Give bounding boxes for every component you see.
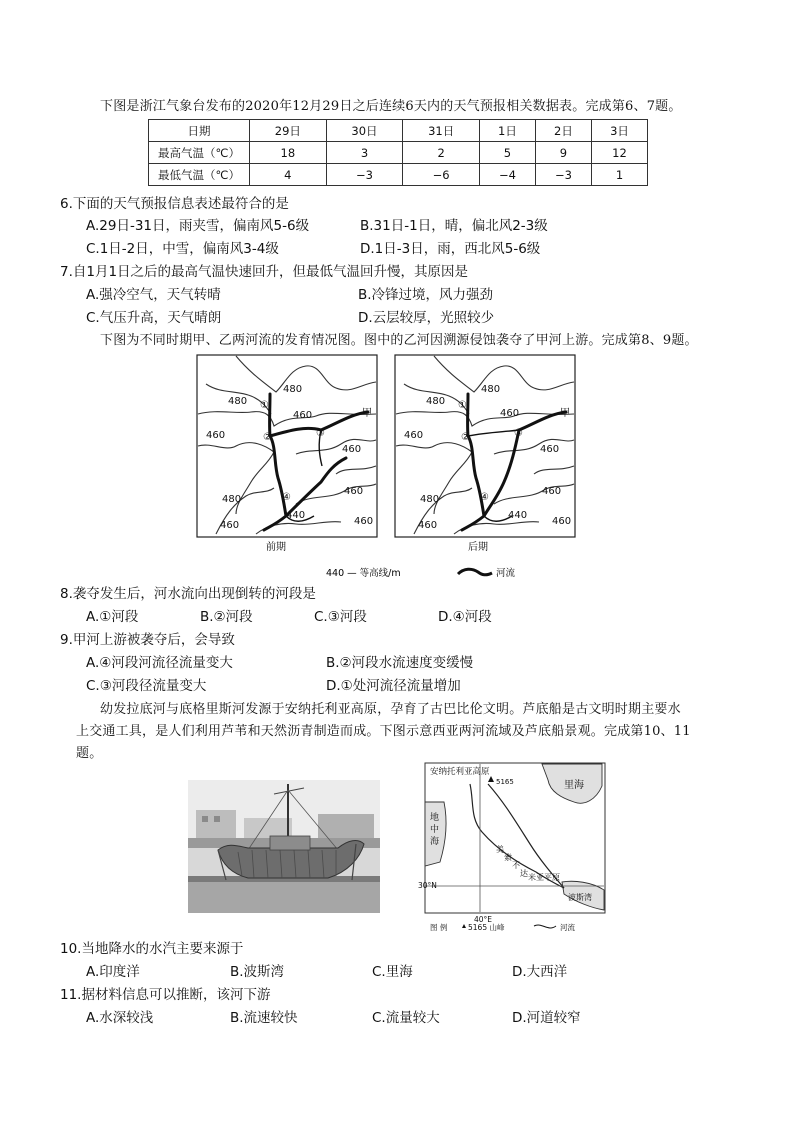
- label-lat: 30°N: [418, 881, 437, 890]
- contour-label: 480: [228, 396, 248, 407]
- contour-label: 460: [220, 520, 240, 531]
- marker-3: ③: [514, 428, 523, 439]
- legend-peak-icon: [462, 924, 466, 928]
- intro-10-11-line1: 幼发拉底河与底格里斯河发源于安纳托利亚高原，孕育了古巴比伦文明。芦底船是古文明时期主要水: [100, 702, 681, 717]
- table-header-cell: 30日: [326, 120, 403, 142]
- q9-option-d[interactable]: D.①处河流径流量增加: [326, 678, 461, 694]
- contour-label: 480: [283, 384, 303, 395]
- table-header-cell: 3日: [591, 120, 647, 142]
- table-row: [149, 164, 648, 186]
- river-map-legend: [326, 567, 516, 579]
- table-cell: 3: [326, 142, 403, 164]
- intro-10-11-line2: 上交通工具，是人们利用芦苇和天然沥青制造而成。下图示意西亚两河流域及芦底船景观。完成第10、11: [76, 724, 691, 739]
- legend-peak: 5165 山峰: [468, 923, 505, 932]
- question-8-stem: 8.袭夺发生后，河水流向出现倒转的河段是: [60, 586, 316, 602]
- table-row: [149, 142, 648, 164]
- q8-option-c[interactable]: C.③河段: [314, 609, 367, 625]
- table-header-cell: 日期: [149, 120, 250, 142]
- contour-label: 480: [426, 396, 446, 407]
- caption-early: 前期: [266, 542, 286, 553]
- contour-label: 460: [542, 486, 562, 497]
- q11-option-b[interactable]: B.流速较快: [230, 1010, 298, 1026]
- contour-label: 440: [286, 510, 306, 521]
- q6-option-b[interactable]: B.31日-1日，晴，偏北风2-3级: [360, 218, 548, 234]
- marker-2: ②: [461, 432, 470, 443]
- contour-label: 460: [206, 430, 226, 441]
- label-mesopotamia: 美索不达米亚平原: [496, 845, 560, 882]
- table-cell: −3: [535, 164, 591, 186]
- contour-label: 460: [418, 520, 438, 531]
- q7-option-c[interactable]: C.气压升高，天气晴朗: [86, 310, 222, 326]
- table-cell: 18: [250, 142, 327, 164]
- table-header-cell: 2日: [535, 120, 591, 142]
- intro-8-9: 下图为不同时期甲、乙两河流的发育情况图。图中的乙河因溯源侵蚀袭夺了甲河上游。完成第8、9题。: [100, 333, 698, 348]
- q8-option-a[interactable]: A.①河段: [86, 609, 139, 625]
- label-plateau: 安纳托利亚高原: [430, 767, 490, 777]
- label-caspian: 里海: [564, 780, 584, 791]
- table-cell: 12: [591, 142, 647, 164]
- intro-6-7: 下图是浙江气象台发布的2020年12月29日之后连续6天内的天气预报相关数据表。完成第6、7题。: [100, 99, 682, 114]
- river-jia-label: 甲: [560, 408, 570, 419]
- q10-option-c[interactable]: C.里海: [372, 964, 413, 980]
- marker-1: ①: [458, 400, 467, 411]
- table-cell: 最高气温（℃）: [149, 142, 250, 164]
- q11-option-a[interactable]: A.水深较浅: [86, 1010, 154, 1026]
- legend-contour: 440 — 等高线/m: [326, 568, 401, 579]
- q6-option-d[interactable]: D.1日-3日，雨，西北风5-6级: [360, 241, 541, 257]
- contour-label: 460: [552, 516, 572, 527]
- legend-river-icon: [534, 925, 556, 928]
- q7-option-b[interactable]: B.冷锋过境，风力强劲: [358, 287, 494, 303]
- q9-option-a[interactable]: A.④河段河流径流量变大: [86, 655, 233, 671]
- river-capture-figure: [196, 354, 586, 586]
- marker-1: ①: [260, 400, 269, 411]
- table-cell: 最低气温（℃）: [149, 164, 250, 186]
- question-11-stem: 11.据材料信息可以推断，该河下游: [60, 987, 271, 1003]
- table-header-cell: 29日: [250, 120, 327, 142]
- label-persian-gulf: 波斯湾: [568, 893, 592, 902]
- table-header-row: [149, 120, 648, 142]
- q9-option-b[interactable]: B.②河段水流速度变缓慢: [326, 655, 474, 671]
- table-cell: 1: [591, 164, 647, 186]
- west-asia-legend: [430, 922, 575, 932]
- question-9-stem: 9.甲河上游被袭夺后，会导致: [60, 632, 235, 648]
- caption-late: 后期: [468, 542, 488, 553]
- legend-river: 河流: [560, 923, 575, 932]
- contour-label: 460: [342, 444, 362, 455]
- table-cell: 4: [250, 164, 327, 186]
- river-jia-label: 甲: [362, 408, 372, 419]
- contour-label: 480: [481, 384, 501, 395]
- reed-boat-photo: [188, 780, 380, 913]
- contour-label: 480: [222, 494, 242, 505]
- q8-option-d[interactable]: D.④河段: [438, 609, 492, 625]
- contour-label: 460: [293, 410, 313, 421]
- legend-title: 图 例: [430, 923, 448, 932]
- q6-option-a[interactable]: A.29日-31日，雨夹雪，偏南风5-6级: [86, 218, 310, 234]
- contour-label: 460: [540, 444, 560, 455]
- contour-label: 440: [508, 510, 528, 521]
- legend-river: 河流: [496, 568, 516, 579]
- q9-option-c[interactable]: C.③河段径流量变大: [86, 678, 207, 694]
- legend-river-icon: [458, 569, 492, 575]
- table-cell: 9: [535, 142, 591, 164]
- question-6-stem: 6.下面的天气预报信息表述最符合的是: [60, 196, 289, 212]
- table-header-cell: 31日: [403, 120, 480, 142]
- contour-label: 460: [500, 408, 520, 419]
- table-cell: 2: [403, 142, 480, 164]
- q11-option-d[interactable]: D.河道较窄: [512, 1010, 581, 1026]
- table-cell: −3: [326, 164, 403, 186]
- marker-3: ③: [316, 428, 325, 439]
- q11-option-c[interactable]: C.流量较大: [372, 1010, 440, 1026]
- contour-label: 460: [344, 486, 364, 497]
- weather-table: [148, 119, 648, 186]
- q10-option-b[interactable]: B.波斯湾: [230, 964, 285, 980]
- table-cell: −4: [479, 164, 535, 186]
- q10-option-d[interactable]: D.大西洋: [512, 964, 568, 980]
- label-peak: 5165: [496, 778, 514, 786]
- marker-4: ④: [480, 492, 489, 503]
- contour-label: 460: [354, 516, 374, 527]
- marker-2: ②: [263, 432, 272, 443]
- contour-label: 480: [420, 494, 440, 505]
- label-lon: 40°E: [474, 915, 493, 924]
- q7-option-d[interactable]: D.云层较厚，光照较少: [358, 310, 495, 326]
- west-asia-map: [418, 762, 606, 934]
- question-7-stem: 7.自1月1日之后的最高气温快速回升，但最低气温回升慢，其原因是: [60, 264, 469, 280]
- q8-option-b[interactable]: B.②河段: [200, 609, 253, 625]
- q7-option-a[interactable]: A.强冷空气，天气转晴: [86, 287, 221, 303]
- intro-10-11-line3: 题。: [76, 746, 103, 761]
- table-cell: 5: [479, 142, 535, 164]
- q10-option-a[interactable]: A.印度洋: [86, 964, 140, 980]
- contour-label: 460: [404, 430, 424, 441]
- q6-option-c[interactable]: C.1日-2日，中雪，偏南风3-4级: [86, 241, 279, 257]
- table-cell: −6: [403, 164, 480, 186]
- question-10-stem: 10.当地降水的水汽主要来源于: [60, 941, 244, 957]
- table-header-cell: 1日: [479, 120, 535, 142]
- label-mediterranean: 地中海: [430, 813, 440, 847]
- marker-4: ④: [282, 492, 291, 503]
